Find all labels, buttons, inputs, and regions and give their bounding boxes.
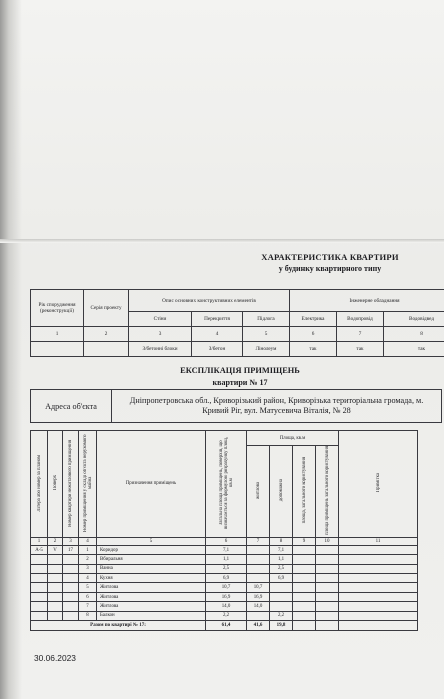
- cell-total: 10,7: [206, 583, 247, 592]
- col-number: 3: [63, 537, 79, 545]
- cell-apt: [63, 583, 79, 592]
- cell-letter: [31, 555, 48, 564]
- col-number: 5: [97, 537, 206, 545]
- cell-purpose: Кухня: [97, 574, 206, 583]
- value-sewer: так: [384, 342, 444, 357]
- cell-total: 2,5: [206, 564, 247, 573]
- col-number: 2: [48, 537, 63, 545]
- cell-purpose: Вбиральня: [97, 555, 206, 564]
- cell-room: 1: [79, 545, 97, 554]
- cell-empty: [339, 602, 418, 611]
- cell-empty: [293, 583, 316, 592]
- header-letter: Літера або номер за планом: [36, 454, 42, 512]
- header-sewer: Водовідвед: [384, 312, 444, 327]
- characteristics-subtitle: у будинку квартирного типу: [278, 264, 382, 273]
- document-date: 30.06.2023: [34, 653, 76, 663]
- cell-living: [247, 611, 270, 620]
- cell-empty: [293, 621, 316, 631]
- total-aux: 19,8: [270, 621, 293, 631]
- cell-floor: [48, 564, 63, 573]
- cell-floor: [48, 555, 63, 564]
- value-floors: З/бетон: [192, 342, 243, 357]
- header-common2: площа приміщень загального користування: [324, 446, 330, 535]
- cell-living: [247, 574, 270, 583]
- cell-total: 6,9: [206, 574, 247, 583]
- col-number: 5: [243, 327, 290, 342]
- paper-edge-shadow: [0, 0, 22, 699]
- col-number: 6: [206, 537, 247, 545]
- header-floor-cover: Підлога: [243, 312, 290, 327]
- cell-aux: [270, 583, 293, 592]
- cell-empty: [316, 602, 339, 611]
- cell-floor: [48, 574, 63, 583]
- cell-total: 1,1: [206, 555, 247, 564]
- cell-apt: [63, 574, 79, 583]
- table-row: [31, 583, 418, 592]
- header-electric: Електрика: [290, 312, 337, 327]
- cell-purpose: Житлова: [97, 583, 206, 592]
- cell-purpose: Житлова: [97, 592, 206, 601]
- col-number: 9: [293, 537, 316, 545]
- header-elements-group: Опис основних конструктивних елементів: [129, 290, 290, 312]
- cell-empty: [339, 611, 418, 620]
- header-living: житлова: [255, 481, 261, 499]
- cell-apt: 17: [63, 545, 79, 554]
- cell-purpose: Ванна: [97, 564, 206, 573]
- header-notes: Примітка: [375, 473, 381, 493]
- cell-empty: [316, 583, 339, 592]
- cell-purpose: Житлова: [97, 602, 206, 611]
- value-water: так: [337, 342, 384, 357]
- header-series: Серія проекту: [84, 290, 129, 327]
- cell-room: 7: [79, 602, 97, 611]
- header-area-group: Площа, кв.м: [247, 431, 339, 446]
- cell-empty: [293, 545, 316, 554]
- value-floor-cover: Лінолеум: [243, 342, 290, 357]
- cell-floor: [48, 611, 63, 620]
- explication-table: [30, 430, 418, 631]
- header-walls: Стіни: [129, 312, 192, 327]
- col-number: 7: [247, 537, 270, 545]
- col-number: 1: [31, 327, 84, 342]
- cell-letter: [31, 583, 48, 592]
- cell-floor: [48, 583, 63, 592]
- col-number: 8: [384, 327, 444, 342]
- cell-total: 7,1: [206, 545, 247, 554]
- cell-empty: [339, 545, 418, 554]
- cell-room: 3: [79, 564, 97, 573]
- total-living: 41,6: [247, 621, 270, 631]
- cell-aux: 6,9: [270, 574, 293, 583]
- cell-empty: [293, 592, 316, 601]
- cell-aux: [270, 592, 293, 601]
- cell-empty: [316, 545, 339, 554]
- cell-empty: [339, 574, 418, 583]
- cell-letter: [31, 611, 48, 620]
- col-number: 8: [270, 537, 293, 545]
- cell-room: 8: [79, 611, 97, 620]
- cell-empty: [293, 564, 316, 573]
- cell-total: 14,0: [206, 602, 247, 611]
- total-label: Разом по квартирі № 17:: [31, 621, 206, 631]
- cell-living: [247, 545, 270, 554]
- header-water: Водопровід: [337, 312, 384, 327]
- cell-apt: [63, 592, 79, 601]
- col-number: 4: [79, 537, 97, 545]
- cell-letter: [31, 592, 48, 601]
- cell-empty: [316, 574, 339, 583]
- col-number: 6: [290, 327, 337, 342]
- header-common: площа, загального користування: [301, 457, 307, 524]
- address-table: [30, 389, 442, 423]
- header-room-no: Номер приміщення у складі об'єкта нерухомого майна: [82, 434, 93, 532]
- cell-letter: А-5: [31, 545, 48, 554]
- cell-total: 2,2: [206, 611, 247, 620]
- cell-empty: [339, 583, 418, 592]
- page-fold: [0, 239, 444, 243]
- cell-floor: [48, 602, 63, 611]
- cell-letter: [31, 564, 48, 573]
- header-total-area: Загальна площа приміщень, поверхів, що визначається за формулою розрахунку площ, кв.м: [218, 436, 234, 529]
- table-row: [31, 574, 418, 583]
- table-row: [31, 564, 418, 573]
- cell-empty: [339, 564, 418, 573]
- col-number: 4: [192, 327, 243, 342]
- table-row: [31, 545, 418, 554]
- header-equipment-group: Інженерне обладнання: [290, 290, 444, 312]
- cell-aux: [270, 602, 293, 611]
- address-label: Адреса об'єкта: [31, 390, 112, 423]
- col-number: 10: [316, 537, 339, 545]
- cell-empty: [316, 592, 339, 601]
- cell-empty: [316, 555, 339, 564]
- cell-floor: [48, 592, 63, 601]
- cell-letter: [31, 574, 48, 583]
- cell-apt: [63, 611, 79, 620]
- cell-aux: 1,1: [270, 555, 293, 564]
- header-apt-no: Номер квартири нежитлового приміщення: [68, 439, 73, 527]
- col-number: 3: [129, 327, 192, 342]
- cell-aux: 2,2: [270, 611, 293, 620]
- cell-room: 6: [79, 592, 97, 601]
- value-electric: так: [290, 342, 337, 357]
- explication-subtitle: квартири № 17: [212, 378, 268, 387]
- header-purpose: Призначення приміщень: [97, 431, 206, 538]
- col-number: 11: [339, 537, 418, 545]
- cell-empty: [293, 555, 316, 564]
- cell-empty: [293, 611, 316, 620]
- header-floor: Поверх: [52, 475, 58, 491]
- header-auxiliary: допоміжна: [278, 479, 284, 502]
- cell-living: 16,9: [247, 592, 270, 601]
- cell-aux: 7,1: [270, 545, 293, 554]
- cell-total: 16,9: [206, 592, 247, 601]
- value-year: [31, 342, 84, 357]
- col-number: 2: [84, 327, 129, 342]
- cell-living: [247, 555, 270, 564]
- explication-title: ЕКСПЛІКАЦІЯ ПРИМІЩЕНЬ: [180, 366, 300, 375]
- header-year: Рік спорудження (реконструкції): [31, 290, 84, 327]
- total-area: 61,4: [206, 621, 247, 631]
- cell-letter: [31, 602, 48, 611]
- cell-room: 2: [79, 555, 97, 564]
- cell-room: 4: [79, 574, 97, 583]
- cell-empty: [339, 621, 418, 631]
- table-row: [31, 592, 418, 601]
- value-series: [84, 342, 129, 357]
- cell-apt: [63, 602, 79, 611]
- cell-aux: 2,5: [270, 564, 293, 573]
- value-walls: З/бетонні блоки: [129, 342, 192, 357]
- cell-empty: [339, 555, 418, 564]
- cell-empty: [316, 621, 339, 631]
- table-row: [31, 611, 418, 620]
- cell-purpose: Коридор: [97, 545, 206, 554]
- table-row: [31, 602, 418, 611]
- address-value: Дніпропетровська обл., Криворізький район, Криворізька територіальна громада, м. Кривий Ріг, вул. Матусевича Віталія, № 28: [112, 390, 442, 423]
- cell-living: 10,7: [247, 583, 270, 592]
- cell-floor: V: [48, 545, 63, 554]
- cell-apt: [63, 564, 79, 573]
- cell-living: [247, 564, 270, 573]
- cell-empty: [316, 611, 339, 620]
- header-floors: Перекриття: [192, 312, 243, 327]
- characteristics-table: [30, 289, 444, 357]
- cell-empty: [316, 564, 339, 573]
- cell-empty: [339, 592, 418, 601]
- table-row: [31, 555, 418, 564]
- cell-empty: [293, 602, 316, 611]
- col-number: 7: [337, 327, 384, 342]
- characteristics-title: ХАРАКТЕРИСТИКА КВАРТИРИ: [261, 252, 399, 262]
- cell-room: 5: [79, 583, 97, 592]
- cell-empty: [293, 574, 316, 583]
- cell-apt: [63, 555, 79, 564]
- col-number: 1: [31, 537, 48, 545]
- cell-purpose: Балкон: [97, 611, 206, 620]
- total-row: [31, 621, 418, 631]
- cell-living: 14,0: [247, 602, 270, 611]
